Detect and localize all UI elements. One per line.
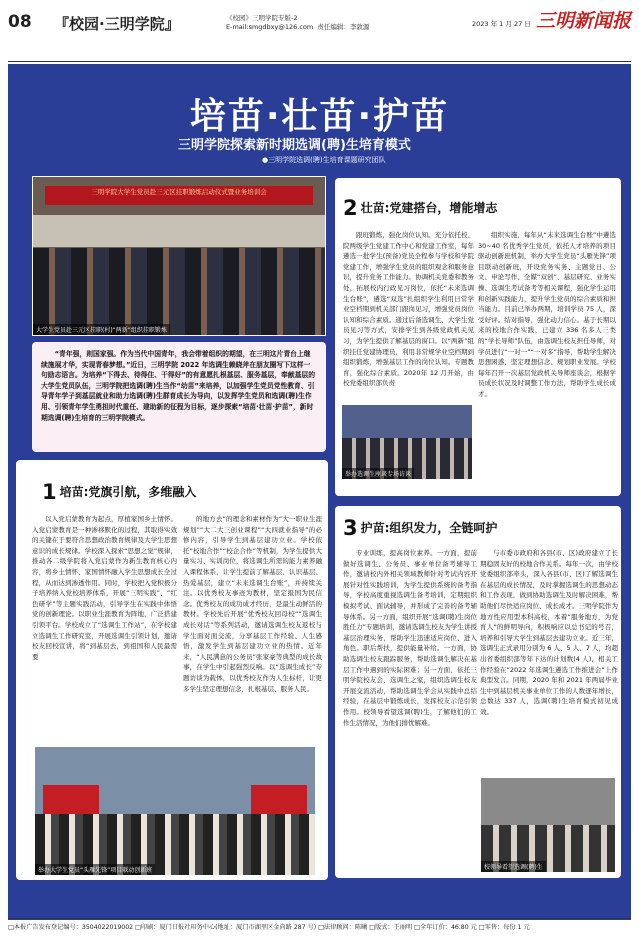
- section-2-col-2: 组织实施，每年从“未来选调生台账”中遴选 30~40 名优秀学生党员，依托人才培养的项目驱动创新班机制，举办大学生党员“头雁先锋”项目联动创新班，开设党务实务、主题党日、公文、申论写作、全媒“双创”、基层研究、业务实操、选调生考试备考等相关课程，强化学生运用和创新实践能力，提升学生党员的综合素质和担当能力。目前已举办两期，培训学员 75 人，深受好评。结对指导，强化动力信心。基于长期以来的校地合作实践，已建立 336 名多人三类的“学长导师”队伍，由选调生校友担任导师，对学员进行“一对一”“一对多”指导，帮助学生解决思想困惑、坚定理想信念、规划职业发展。学校每年召开一次基层党政机关导师座谈会，根据学员成长状况及时调整工作方法，帮助学生成长成才。: [478, 231, 616, 398]
- intro-text: “青年强，则国家强。作为当代中国青年，我会带着组织的期望，在三明这片青台上继续施展才华，实现青春梦想。”近日，三明学院 2022 年选调生赖晓斧在朋友圈写下这样一句励志语言。为培养“下得去、待得住、干得好”的有意愿扎根基层、服务基层，奉献基层的大学生党员队伍，三明学院把选调(聘)生当作“幼苗”来培养，以加强学生党员党性教育、引导青年学子到基层就业和助力选调(聘)生群育成长为导向，以发挥学生党员和选调(聘)生作用、引领青年学生勇担时代重任、建助新的征程为目标，逐步探索“培苗·壮苗·护苗”，新时期选调(聘)生培育的三明学院模式。: [41, 350, 316, 422]
- brand-logo: 三明新闻报: [535, 10, 631, 32]
- photo-bottom-left: [34, 746, 316, 876]
- photo-caption: 举办大学生党员“头雁先锋”项目联动创新班: [35, 864, 155, 875]
- issue-date: 2023 年 1 月 27 日: [472, 20, 531, 28]
- section-1-title: 1 培苗:党旗引航，多维融入: [42, 480, 197, 504]
- photo-caption: 大学生党员赴三元区挂职(村)“两新”组织挂职锻炼: [33, 324, 170, 335]
- section-name: 『校园·三明学院』: [54, 15, 180, 33]
- section-2-title: 2 壮苗:党建搭台，增能增志: [343, 196, 498, 220]
- intro-box: [32, 342, 326, 452]
- photo-bottom-right: [480, 777, 616, 873]
- section-3-col-1: 专业训练，提高岗位素养。一方面，提前做好选调生、公务员、事业单位备考辅导工作，邀请校内外相关领域教师针对考试内容开展针对性实践培训，为学生提供系统的备考指导，学校高度重视选调生备考培训，定期组织模拟考试、面试辅导，并形成了完善的备考辅导体系。另一方面，组织开展“选调(聘)生岗位胜任力”专题培训，邀请选调生校友为学生讲授基层治理实务，帮助学生迅速适应岗位、进入角色。职后帮扶，提供能量补给。一方面，协助选调生校友跟踪服务，帮助选调生解决在基层工作中遇到的实际困难；另一方面，依托三明学院校友会、选调生之家，组织选调生校友开展交流活动，帮助选调生学会从实践中总结经验，在基层中锻炼成长，发挥校友示范引领作用。校领导看望选调(聘)生，了解他们的工作生活情况，为他们排忧解难。: [343, 549, 477, 727]
- photo-top: [32, 176, 326, 336]
- section-1-col-2: 的地方去”的理念和素材作为“大一职业生涯规划”“大二大三创业课程”“大四就业指导”的必修内容，引导学生到基层建功立业。学校依托“校地合作”“校企合作”等机制，为学生提供大量实习、实训岗位，将选调生所需的能力素养融入课程体系，让学生提前了解基层、认识基层、热爱基层，建立“未来选调生台账”，并持续关注。以优秀校友事迹为教材，坚定报国为民信念。优秀校友的成功成才经历，是最生动鲜活的教材。学校先后开展“优秀校友回母校”“选调生成长对话”等系列活动，邀请选调生校友返校与学生面对面交流，分享基层工作经验、人生感悟，激发学生到基层建功立业的热情。近年来，“人民满意的公务员”张家豪等典型的成长故事，在学生中引起强烈反响。以“选调生成长”专题访谈为载体，以优秀校友作为人生标杆，让更多学生坚定理想信念，扎根基层、服务人民。: [183, 515, 322, 693]
- section-3-title: 3 护苗:组织发力，全链呵护: [343, 516, 498, 540]
- section-3-col-2: 与市委市政府和各县(市、区)政府建立了长期稳固友好的校地合作关系。每年一次，由学校党委组织部牵头，深入各县(市、区)了解选调生在基层的成长情况，及时掌握选调生的思想动态和工作表现，做到协助选调生及时解决困难，帮助他们尽快适应岗位、成长成才。三明学院作为地方性应用型本科高校，本着“服务地方，为党育人”的鲜明导向，积极响应以总书记的号召，培养和引导大学生到基层去建功立业。近三年，选调生正式录用分别为 6 人、5 人、7 人，均超出省委组织部等年下达的计划数(4 人)，相关工作经验在“2022 年选调生遴选工作推进会”上作典型发言。同期，2020 年和 2021 年两届毕业生中到基层机关事业单位工作的人数逐年增长，总数达 337 人，选调(聘)生培育模式初见成效。: [480, 549, 618, 716]
- page-header: [8, 6, 631, 62]
- publication-name: 《校园》三明学院专版-2: [226, 14, 298, 22]
- footer: □本报广告发布登记编号：3504022019002 □印刷：厦门日报社印务中心(地址：厦门市湖里区金尚路 287 号) □法律顾问：陈曦 □版式：王丽明 □全年订价：46.80 元 □零售：每份 1 元: [8, 918, 631, 938]
- sub-headline: 三明学院探索新时期选调(聘)生培育模式: [178, 138, 411, 153]
- email[interactable]: E-mail:smgdbxy@126.com: [226, 23, 314, 31]
- section-1-col-1: 以入党启蒙教育为起点，厚植家国乡土情怀。入党启蒙教育是一种渗移默化的过程，其取得实效的关键在于要符合思想政治教育规律及大学生思想意识的成长规律。学校深入探索“思想之觉”规律，推动各二级学院将入党启蒙作为新生教育核心内容，将乡土情怀、家国情怀融入学生思想成长全过程，从而达到渗透作用。同时，学校把入党积极分子培养纳入党校培养体系，开展“三明实践”、“红色研学”等主题实践活动，引导学生在实践中体悟党的创新理论。以职业生涯教育为阵地，广泛搭建引领平台。学校成立了“选调生工作站”，在学校建立选调生工作研究室，开展选调生引领计划，邀请校友回校宣讲，将“到基层去，到祖国和人民最需要: [32, 515, 177, 661]
- photo-banner: 三明学院大学生党员赴三元区挂职锻炼启动仪式暨业务培训会: [45, 186, 314, 205]
- byline: ●三明学院选调(聘)生培育课题研究团队: [262, 156, 386, 164]
- publication-info: [226, 14, 369, 32]
- photo-caption: 校领导看望选调(聘)生: [481, 861, 546, 872]
- editor: 责任编辑：李敦源: [317, 23, 370, 31]
- photo-mid: [341, 404, 473, 480]
- photo-caption: 举办选调生座谈专场访谈: [342, 468, 414, 479]
- page-number: 08: [8, 12, 32, 32]
- section-2-col-1: 跟班锻炼，强化岗位认知。充分依托校、院两级学生党建工作中心和党建工作室，每年遴选一批学生(预备)党员全程参与学校和学院党建工作，增强学生党员的组织观念和服务意识，提升党务工作能力。协调机关党委和教务处，拓展校内行政见习岗位，依托“未来选调生台账”，遴选“双选”扎组织学生利用日常学业空档期到机关部门跟岗见习，增强党员岗位认知和综合素质。通过后备选调生、大学生党员见习等方式，安排学生到各级党政机关见习，为学生提供了解基层的窗口。以“两新”组织挂任党建协理员，利用非常规学业空档期到组织锻炼，增强基层工作的岗位认知。专题教育，强化综合素质。2020年 12 月开始，由校党委组织部负责: [343, 231, 474, 388]
- main-headline: 培苗·壮苗·护苗: [189, 96, 450, 137]
